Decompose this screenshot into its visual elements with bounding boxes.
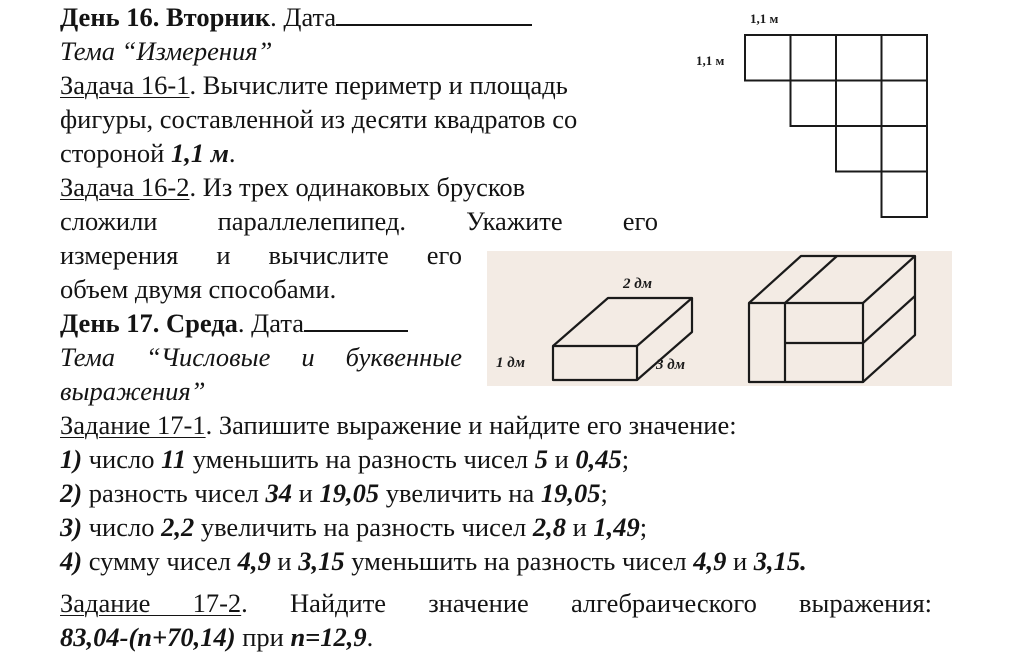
day16-date-blank (336, 2, 532, 26)
item-text: и (270, 546, 299, 576)
task16-2-text1: . Из трех одинаковых брусков (189, 172, 526, 202)
task16-1-side: 1,1 м (170, 138, 229, 168)
item-number-value: 0,45 (575, 444, 622, 474)
staircase-square (836, 35, 882, 81)
task16-1-line1 (60, 68, 568, 102)
item-number-value: 4,9 (237, 546, 271, 576)
task16-1-label: Задача 16-1 (60, 70, 190, 100)
item-text: и (726, 546, 754, 576)
staircase-square (882, 126, 928, 172)
item-number-value: 19,05 (540, 478, 601, 508)
item-number-value: 34 (265, 478, 293, 508)
item-text: и (547, 444, 576, 474)
task17-1-item-1 (60, 442, 629, 476)
staircase-square (836, 126, 882, 172)
bar-label-top: 2 дм (623, 276, 652, 292)
staircase-top-label: 1,1 м (750, 11, 779, 26)
task16-2-line1 (60, 170, 525, 204)
task17-1-line (60, 408, 737, 442)
item-text: число (82, 444, 162, 474)
task17-2-condition: n=12,9 (290, 622, 367, 652)
day16-heading-line (60, 0, 532, 34)
task17-2-label: Задание 17-2 (60, 588, 242, 618)
item-number-value: 2,2 (161, 512, 195, 542)
task17-2-line1 (60, 586, 932, 620)
item-number-value: 19,05 (319, 478, 380, 508)
item-text: ; (621, 444, 630, 474)
item-number-value: 2,8 (532, 512, 566, 542)
staircase-square (836, 81, 882, 127)
day17-date-blank (304, 308, 408, 332)
item-text: увеличить на разность чисел (194, 512, 533, 542)
task16-1-line3 (60, 136, 236, 170)
task17-2-mid: при (235, 622, 291, 652)
item-number-value: 3,15. (753, 546, 807, 576)
task16-1-text3b: . (228, 138, 236, 168)
item-text: и (565, 512, 594, 542)
day17-date-word: . Дата (237, 308, 304, 338)
item-text: сумму чисел (82, 546, 238, 576)
staircase-square (882, 35, 928, 81)
task16-2-line4: объем двумя способами. (60, 274, 337, 304)
task16-2-label: Задача 16-2 (60, 172, 190, 202)
item-number: 4) (60, 546, 83, 576)
day17-heading: День 17. Среда (60, 308, 238, 338)
task16-1-text3a: стороной (60, 138, 171, 168)
item-text: число (82, 512, 162, 542)
item-text: и (292, 478, 320, 508)
item-number-value: 3,15 (298, 546, 345, 576)
staircase-square (791, 81, 837, 127)
stacked-bars-drawing (749, 256, 915, 382)
item-text: ; (600, 478, 608, 508)
staircase-square (882, 172, 928, 218)
day17-topic-line1: Тема “Числовые и буквенные (60, 342, 462, 372)
item-number-value: 5 (534, 444, 548, 474)
item-number-value: 1,49 (593, 512, 640, 542)
day17-heading-line (60, 306, 408, 340)
task17-1-item-3 (60, 510, 647, 544)
bars-figure (487, 251, 952, 386)
item-number: 2) (60, 478, 83, 508)
staircase-square (745, 35, 791, 81)
item-number-value: 4,9 (693, 546, 727, 576)
item-text: увеличить на (379, 478, 541, 508)
task17-1-item-4 (60, 544, 807, 578)
item-text: ; (639, 512, 648, 542)
staircase-side-label: 1,1 м (696, 53, 725, 68)
day17-topic-line2: выражения” (60, 376, 206, 406)
item-text: уменьшить на разность чисел (186, 444, 535, 474)
staircase-figure (690, 5, 930, 240)
item-number: 1) (60, 444, 83, 474)
task17-2-expression: 83,04-(n+70,14) (60, 622, 236, 652)
item-number-value: 11 (161, 444, 187, 474)
bar-label-left: 1 дм (496, 355, 525, 371)
day16-topic: Тема “Измерения” (60, 36, 273, 66)
task17-2-line2 (60, 620, 373, 654)
task17-1-instruction: . Запишите выражение и найдите его значение: (205, 410, 737, 440)
bar-label-right: 3 дм (656, 357, 685, 373)
staircase-square (882, 81, 928, 127)
item-text: уменьшить на разность чисел (344, 546, 694, 576)
day16-heading: День 16. Вторник (60, 2, 271, 32)
task17-2-instruction: . Найдите значение алгебраического выражения: (241, 588, 933, 618)
day16-date-word: . Дата (270, 2, 337, 32)
task16-1-line2: фигуры, составленной из десяти квадратов со (60, 104, 578, 134)
staircase-square (791, 35, 837, 81)
item-number: 3) (60, 512, 83, 542)
task16-2-line2: сложили параллелепипед. Укажите его (60, 206, 658, 236)
task16-2-line3: измерения и вычислите его (60, 240, 462, 270)
task16-1-text1: . Вычислите периметр и площадь (189, 70, 568, 100)
item-text: разность чисел (82, 478, 266, 508)
task17-1-item-2 (60, 476, 608, 510)
task17-2-end: . (366, 622, 374, 652)
task17-1-label: Задание 17-1 (60, 410, 206, 440)
